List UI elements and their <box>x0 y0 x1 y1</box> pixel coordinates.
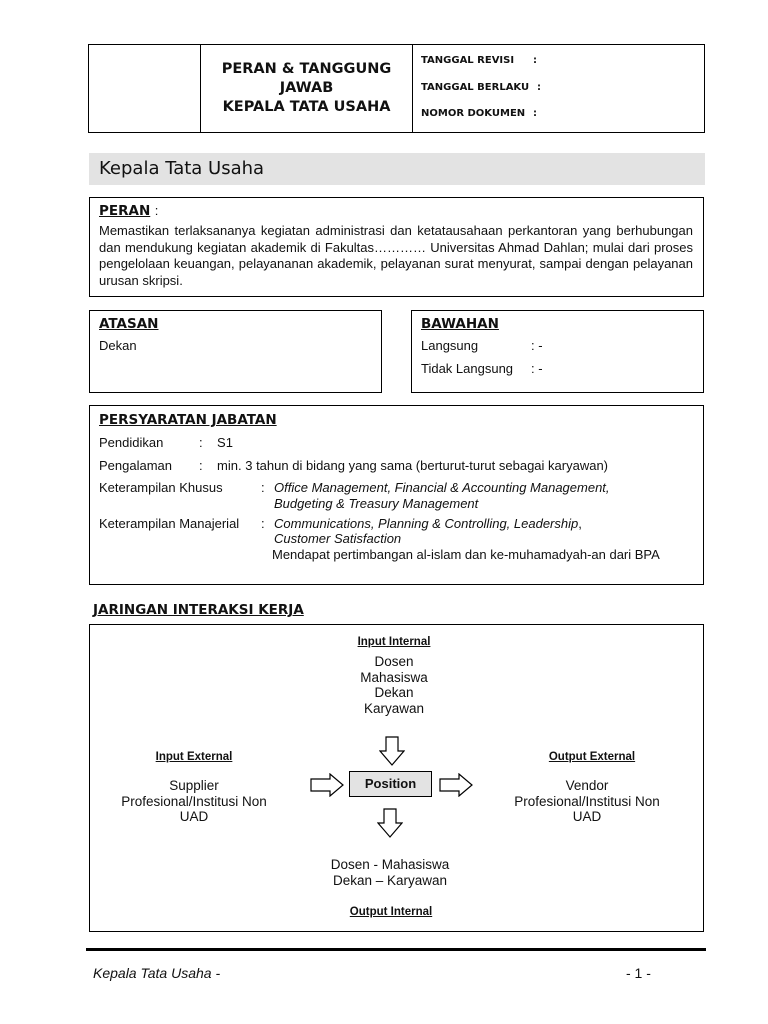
keterampilan-manajerial-sep: : <box>261 516 265 531</box>
keterampilan-manajerial-label: Keterampilan Manajerial <box>99 516 240 531</box>
title-line-2: JAWAB <box>279 80 334 96</box>
keterampilan-manajerial-line-3: Mendapat pertimbangan al-islam dan ke-muhamadyah-an dari BPA <box>272 547 660 562</box>
bawahan-tidak-langsung-label: Tidak Langsung <box>421 360 514 376</box>
meta-nomor-label: NOMOR DOKUMEN <box>421 108 526 119</box>
document-meta <box>413 45 704 132</box>
peran-colon: : <box>154 203 159 218</box>
meta-revisi <box>421 55 704 82</box>
bawahan-langsung-label: Langsung <box>421 338 479 353</box>
title-line-3: KEPALA TATA USAHA <box>222 99 391 115</box>
output-external-item: Profesional/Institusi Non <box>514 793 660 809</box>
meta-berlaku-label: TANGGAL BERLAKU <box>421 81 530 93</box>
meta-revisi-sep: : <box>533 55 537 66</box>
output-external-label: Output External <box>548 751 636 763</box>
bawahan-row-langsung <box>421 338 703 355</box>
page-number: - 1 - <box>626 965 651 981</box>
pengalaman-value: : min. 3 tahun di bidang yang sama (berturut-turut sebagai karyawan) <box>199 458 608 473</box>
meta-nomor <box>421 108 704 135</box>
atasan-value: Dekan <box>99 338 137 353</box>
bawahan-title: BAWAHAN <box>421 316 499 332</box>
arrow-down-icon <box>377 808 403 838</box>
footer-rule <box>86 948 706 951</box>
pengalaman-label: Pengalaman <box>99 458 172 473</box>
manajerial-skills-text: Communications, Planning & Controlling, Leadership <box>274 516 579 531</box>
atasan-title: ATASAN <box>99 316 159 332</box>
bawahan-langsung-value: : - <box>531 338 543 353</box>
input-external-list <box>104 778 284 825</box>
input-internal-list <box>334 654 454 716</box>
input-internal-item: Mahasiswa <box>360 669 428 685</box>
output-internal-list <box>300 857 480 888</box>
meta-berlaku-sep: : <box>537 81 541 93</box>
meta-berlaku <box>421 82 704 109</box>
bawahan-box <box>411 310 704 393</box>
pendidikan-value: : S1 <box>199 435 233 450</box>
output-external-item: Vendor <box>565 778 609 793</box>
footer-title: Kepala Tata Usaha - <box>93 965 221 981</box>
input-external-label: Input External <box>155 751 233 763</box>
input-internal-item: Dekan <box>374 685 414 700</box>
arrow-right-icon <box>439 773 473 797</box>
output-internal-label: Output Internal <box>349 906 433 918</box>
persyaratan-box <box>89 405 704 585</box>
persyaratan-title: PERSYARATAN JABATAN <box>99 412 277 428</box>
output-external-item: UAD <box>572 809 602 824</box>
input-internal-label: Input Internal <box>357 636 431 648</box>
peran-title: PERAN <box>99 203 151 219</box>
keterampilan-khusus-label: Keterampilan Khusus <box>99 480 223 495</box>
output-internal-item: Dosen - Mahasiswa <box>330 857 450 872</box>
position-box: Position <box>349 771 432 797</box>
jaringan-title: JARINGAN INTERAKSI KERJA <box>93 602 304 618</box>
arrow-down-icon <box>379 736 405 766</box>
title-line-1: PERAN & TANGGUNG <box>221 61 392 77</box>
document-title <box>201 45 413 132</box>
output-internal-item: Dekan – Karyawan <box>332 872 448 888</box>
keterampilan-khusus-line-2: Budgeting & Treasury Management <box>274 496 479 511</box>
manajerial-skills-comma: , <box>578 516 582 531</box>
input-internal-item: Dosen <box>374 654 414 669</box>
arrow-right-icon <box>310 773 344 797</box>
meta-revisi-label: TANGGAL REVISI <box>421 55 515 66</box>
atasan-box <box>89 310 382 393</box>
keterampilan-manajerial-line-2: Customer Satisfaction <box>274 531 402 546</box>
output-external-list <box>497 778 677 825</box>
bawahan-row-tidak-langsung <box>421 361 703 378</box>
peran-body: Memastikan terlaksananya kegiatan administrasi dan ketatausahaan perkantoran yang berhubungan dan mendukung kegiatan akademik di Fakultas………… Universitas Ahmad Dahlan; mulai dari proses pengelolaan keuangan, pelayananan akademik, pelayanan surat menyurat, sampai dengan pelayanan urusan skripsi. <box>99 223 693 288</box>
document-header <box>88 44 705 133</box>
keterampilan-khusus-line-1: Office Management, Financial & Accounting Management, <box>274 480 610 495</box>
peran-box <box>89 197 704 297</box>
pendidikan-label: Pendidikan <box>99 435 164 450</box>
bawahan-tidak-langsung-value: : - <box>531 360 543 376</box>
input-external-item: Profesional/Institusi Non <box>121 793 267 809</box>
input-external-item: Supplier <box>169 778 219 793</box>
input-external-item: UAD <box>179 809 209 824</box>
logo-cell <box>89 45 201 132</box>
section-banner: Kepala Tata Usaha <box>89 153 705 185</box>
keterampilan-khusus-sep: : <box>261 480 265 495</box>
input-internal-item: Karyawan <box>363 700 425 716</box>
meta-nomor-sep: : <box>533 108 537 119</box>
